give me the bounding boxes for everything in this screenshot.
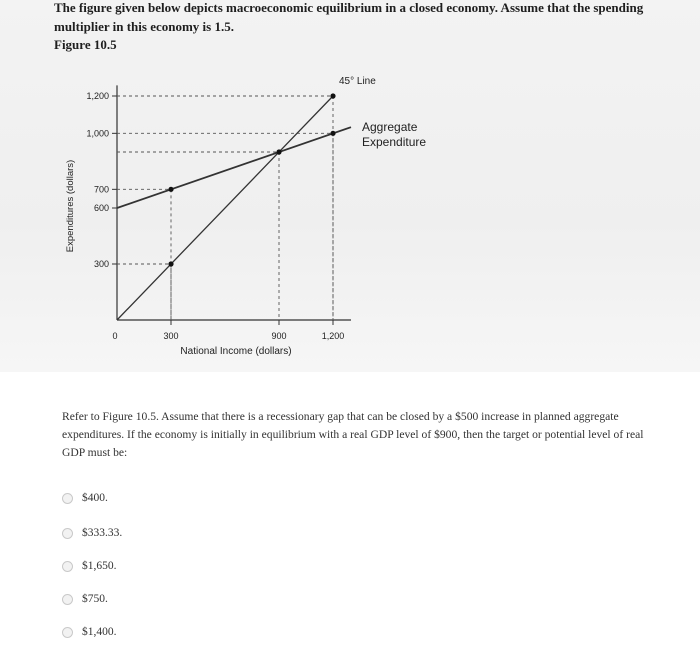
y-tick-label: 600 — [93, 203, 109, 213]
data-point — [330, 93, 335, 98]
y-tick-label: 300 — [93, 259, 109, 269]
data-point — [168, 187, 173, 192]
y-tick-label: 1,200 — [86, 91, 109, 101]
y-axis-label: Expenditures (dollars) — [65, 159, 76, 253]
option-3[interactable] — [62, 556, 117, 576]
option-2[interactable] — [62, 523, 122, 543]
option-label: $400. — [82, 492, 108, 504]
radio-button[interactable] — [62, 528, 73, 539]
x-tick-label: 900 — [271, 331, 287, 341]
question-text: Refer to Figure 10.5. Assume that there is a recessionary gap that can be closed by a $500 increase in planned aggregate expenditures. If the economy is initially in equilibrium with a real GDP level of $900, then the target or potential level of real GDP must be: — [62, 410, 644, 459]
radio-button[interactable] — [62, 594, 73, 605]
option-4[interactable] — [62, 589, 108, 609]
data-point — [330, 131, 335, 136]
series-label-aggregate-expenditure: Aggregate — [362, 120, 418, 134]
x-tick-label: 300 — [163, 331, 179, 341]
data-point — [168, 261, 173, 266]
option-label: $750. — [82, 593, 108, 605]
radio-button[interactable] — [62, 627, 73, 638]
option-label: $1,400. — [82, 626, 117, 638]
forty-five-degree-line — [117, 96, 333, 320]
x-tick-label: 0 — [112, 331, 118, 341]
y-tick-label: 1,000 — [86, 128, 109, 139]
radio-button[interactable] — [62, 493, 73, 504]
x-axis-label: National Income (dollars) — [180, 346, 292, 357]
option-5[interactable] — [62, 622, 117, 642]
data-point — [276, 149, 281, 154]
aggregate-expenditure-line — [117, 127, 351, 208]
option-label: $1,650. — [82, 560, 117, 572]
series-label-aggregate-expenditure: Expenditure — [362, 135, 427, 149]
series-label-45-line: 45° Line — [339, 76, 376, 87]
question-intro: The figure given below depicts macroeconomic equilibrium in a closed economy. Assume that the spending multiplier in this economy is 1.5. — [54, 0, 644, 34]
y-tick-label: 700 — [93, 184, 109, 195]
x-tick-label: 1,200 — [321, 331, 345, 341]
option-1[interactable] — [62, 488, 108, 508]
option-label: $333.33. — [82, 527, 123, 539]
radio-button[interactable] — [62, 561, 73, 572]
figure-label: Figure 10.5 — [54, 37, 117, 52]
